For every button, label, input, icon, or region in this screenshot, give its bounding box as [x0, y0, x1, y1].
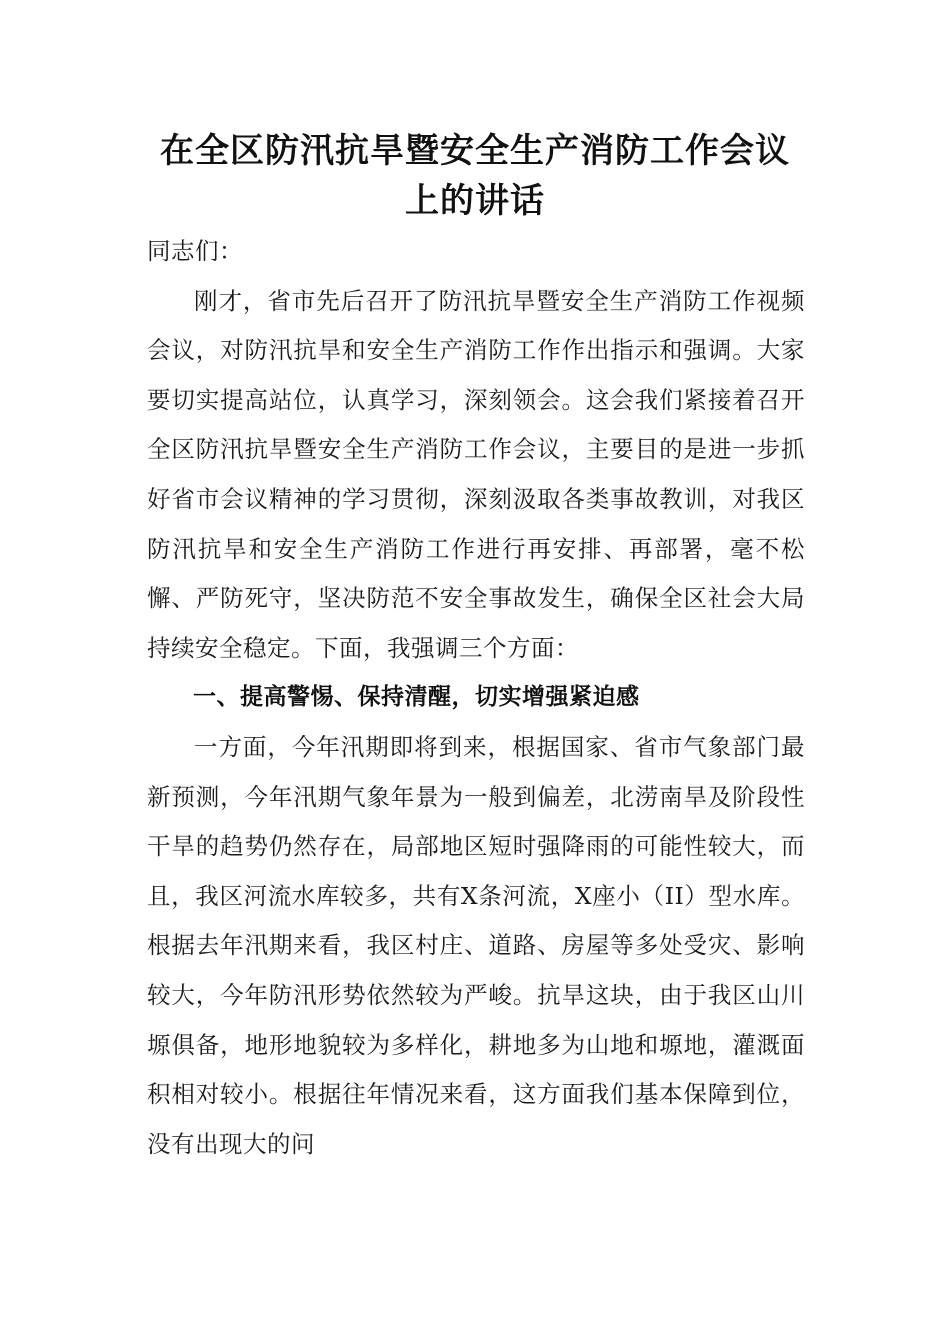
- document-body: [147, 227, 805, 1169]
- opening-paragraph: 刚才，省市先后召开了防汛抗旱暨安全生产消防工作视频会议，对防汛抗旱和安全生产消防工作作出指示和强调。大家要切实提高站位，认真学习，深刻领会。这会我们紧接着召开全区防汛抗旱暨安全生产消防工作会议，主要目的是进一步抓好省市会议精神的学习贯彻，深刻汲取各类事故教训，对我区防汛抗旱和安全生产消防工作进行再安排、再部署，毫不松懈、严防死守，坚决防范不安全事故发生，确保全区社会大局持续安全稳定。下面，我强调三个方面：: [147, 286, 805, 662]
- document-title: [120, 126, 830, 226]
- title-line-1: 在全区防汛抗旱暨安全生产消防工作会议: [160, 131, 790, 171]
- salutation: 同志们：: [147, 237, 243, 265]
- section-heading: 一、提高警惕、保持清醒，切实增强紧迫感: [193, 684, 640, 711]
- title-line-2: 上的讲话: [405, 181, 545, 221]
- section-paragraph: 一方面，今年汛期即将到来，根据国家、省市气象部门最新预测，今年汛期气象年景为一般到偏差，北涝南旱及阶段性干旱的趋势仍然存在，局部地区短时强降雨的可能性较大，而且，我区河流水库较多，共有X条河流，X座小（II）型水库。根据去年汛期来看，我区村庄、道路、房屋等多处受灾、影响较大，今年防汛形势依然较为严峻。抗旱这块，由于我区山川塬俱备，地形地貌较为多样化，耕地多为山地和塬地，灌溉面积相对较小。根据往年情况来看，这方面我们基本保障到位，没有出现大的问: [147, 732, 805, 1158]
